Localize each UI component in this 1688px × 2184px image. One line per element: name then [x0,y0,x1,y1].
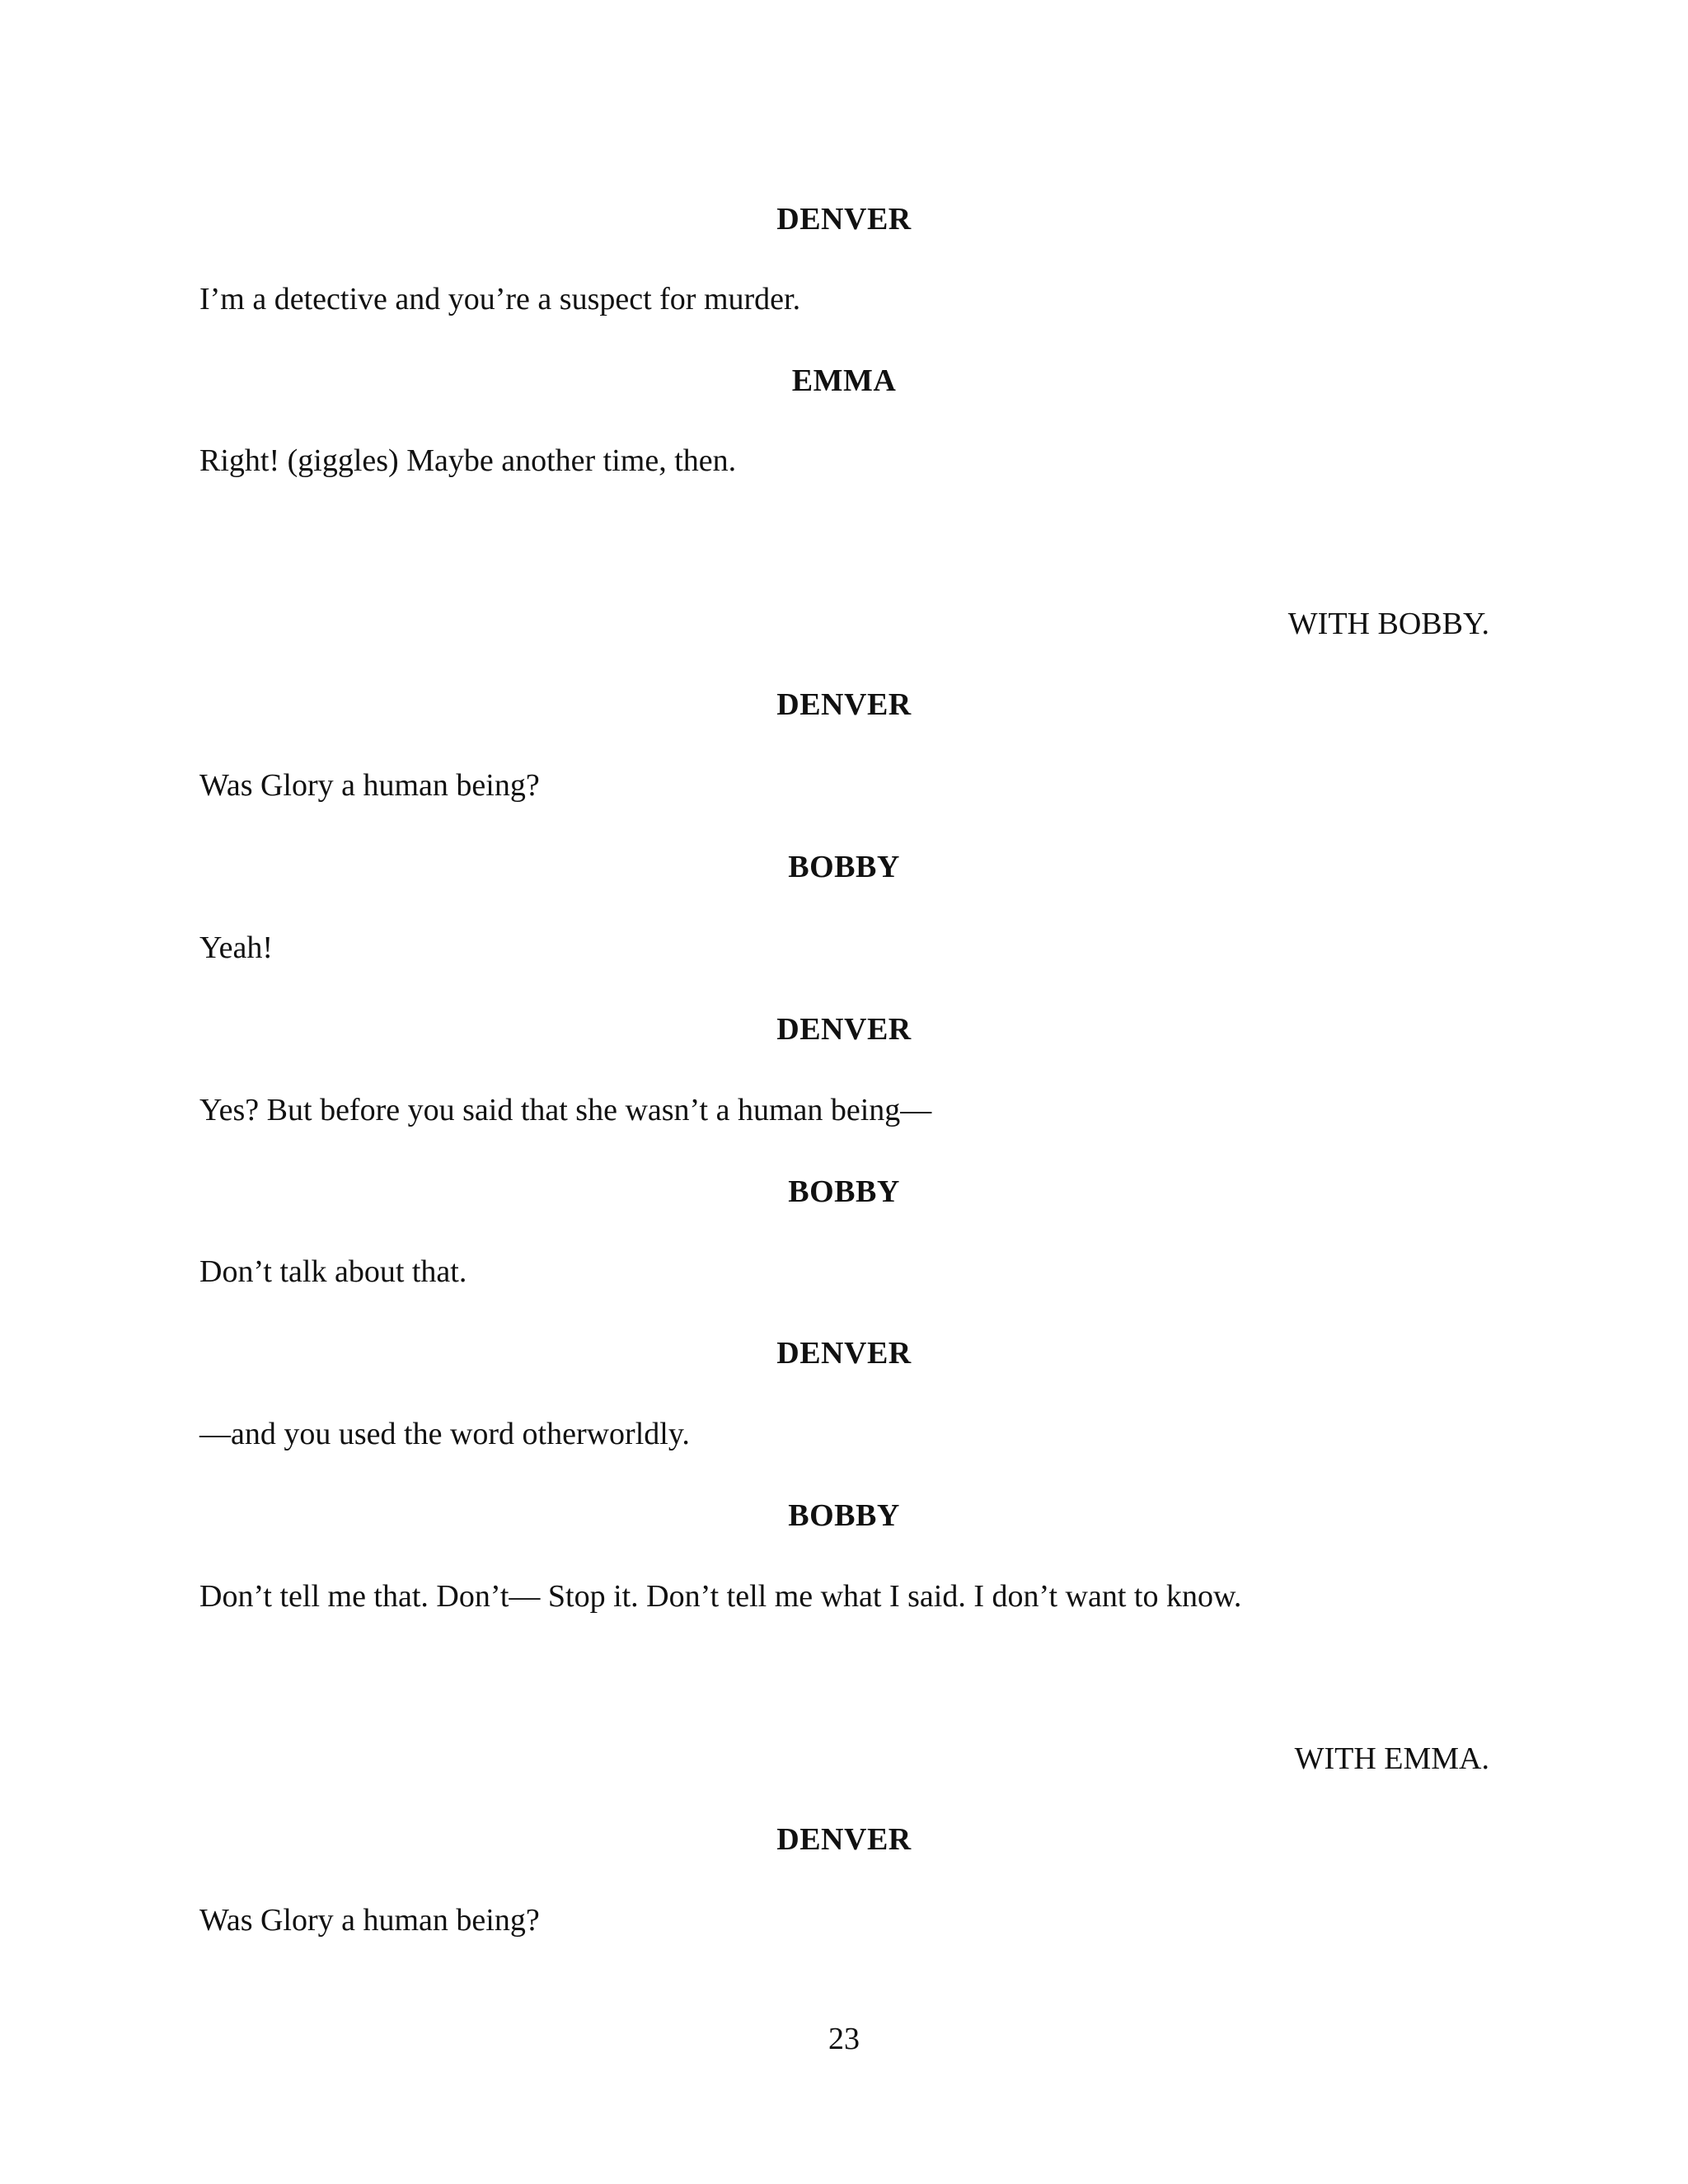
character-name: DENVER [776,202,912,237]
dialogue-line: Don’t talk about that. [199,1254,467,1289]
dialogue-line: Was Glory a human being? [199,768,540,803]
character-name: BOBBY [788,1174,900,1209]
character-name: BOBBY [788,1498,900,1533]
character-name: DENVER [776,1822,912,1857]
dialogue-line: Yeah! [199,930,274,965]
page-number: 23 [828,2022,860,2056]
scene-transition: WITH BOBBY. [1287,607,1489,641]
dialogue-line: —and you used the word otherworldly. [199,1417,690,1451]
character-name: DENVER [776,687,912,722]
dialogue-line: Don’t tell me that. Don’t— Stop it. Don’t tell me what I said. I don’t want to know. [199,1579,1242,1614]
dialogue-line: Yes? But before you said that she wasn’t a human being— [199,1093,932,1127]
character-name: DENVER [776,1336,912,1371]
dialogue-line: Was Glory a human being? [199,1903,540,1938]
character-name: EMMA [791,363,897,398]
character-name: BOBBY [788,850,900,884]
dialogue-line: Right! (giggles) Maybe another time, then. [199,443,737,478]
dialogue-line: I’m a detective and you’re a suspect for murder. [199,282,801,316]
scene-transition: WITH EMMA. [1294,1741,1489,1776]
character-name: DENVER [776,1012,912,1047]
